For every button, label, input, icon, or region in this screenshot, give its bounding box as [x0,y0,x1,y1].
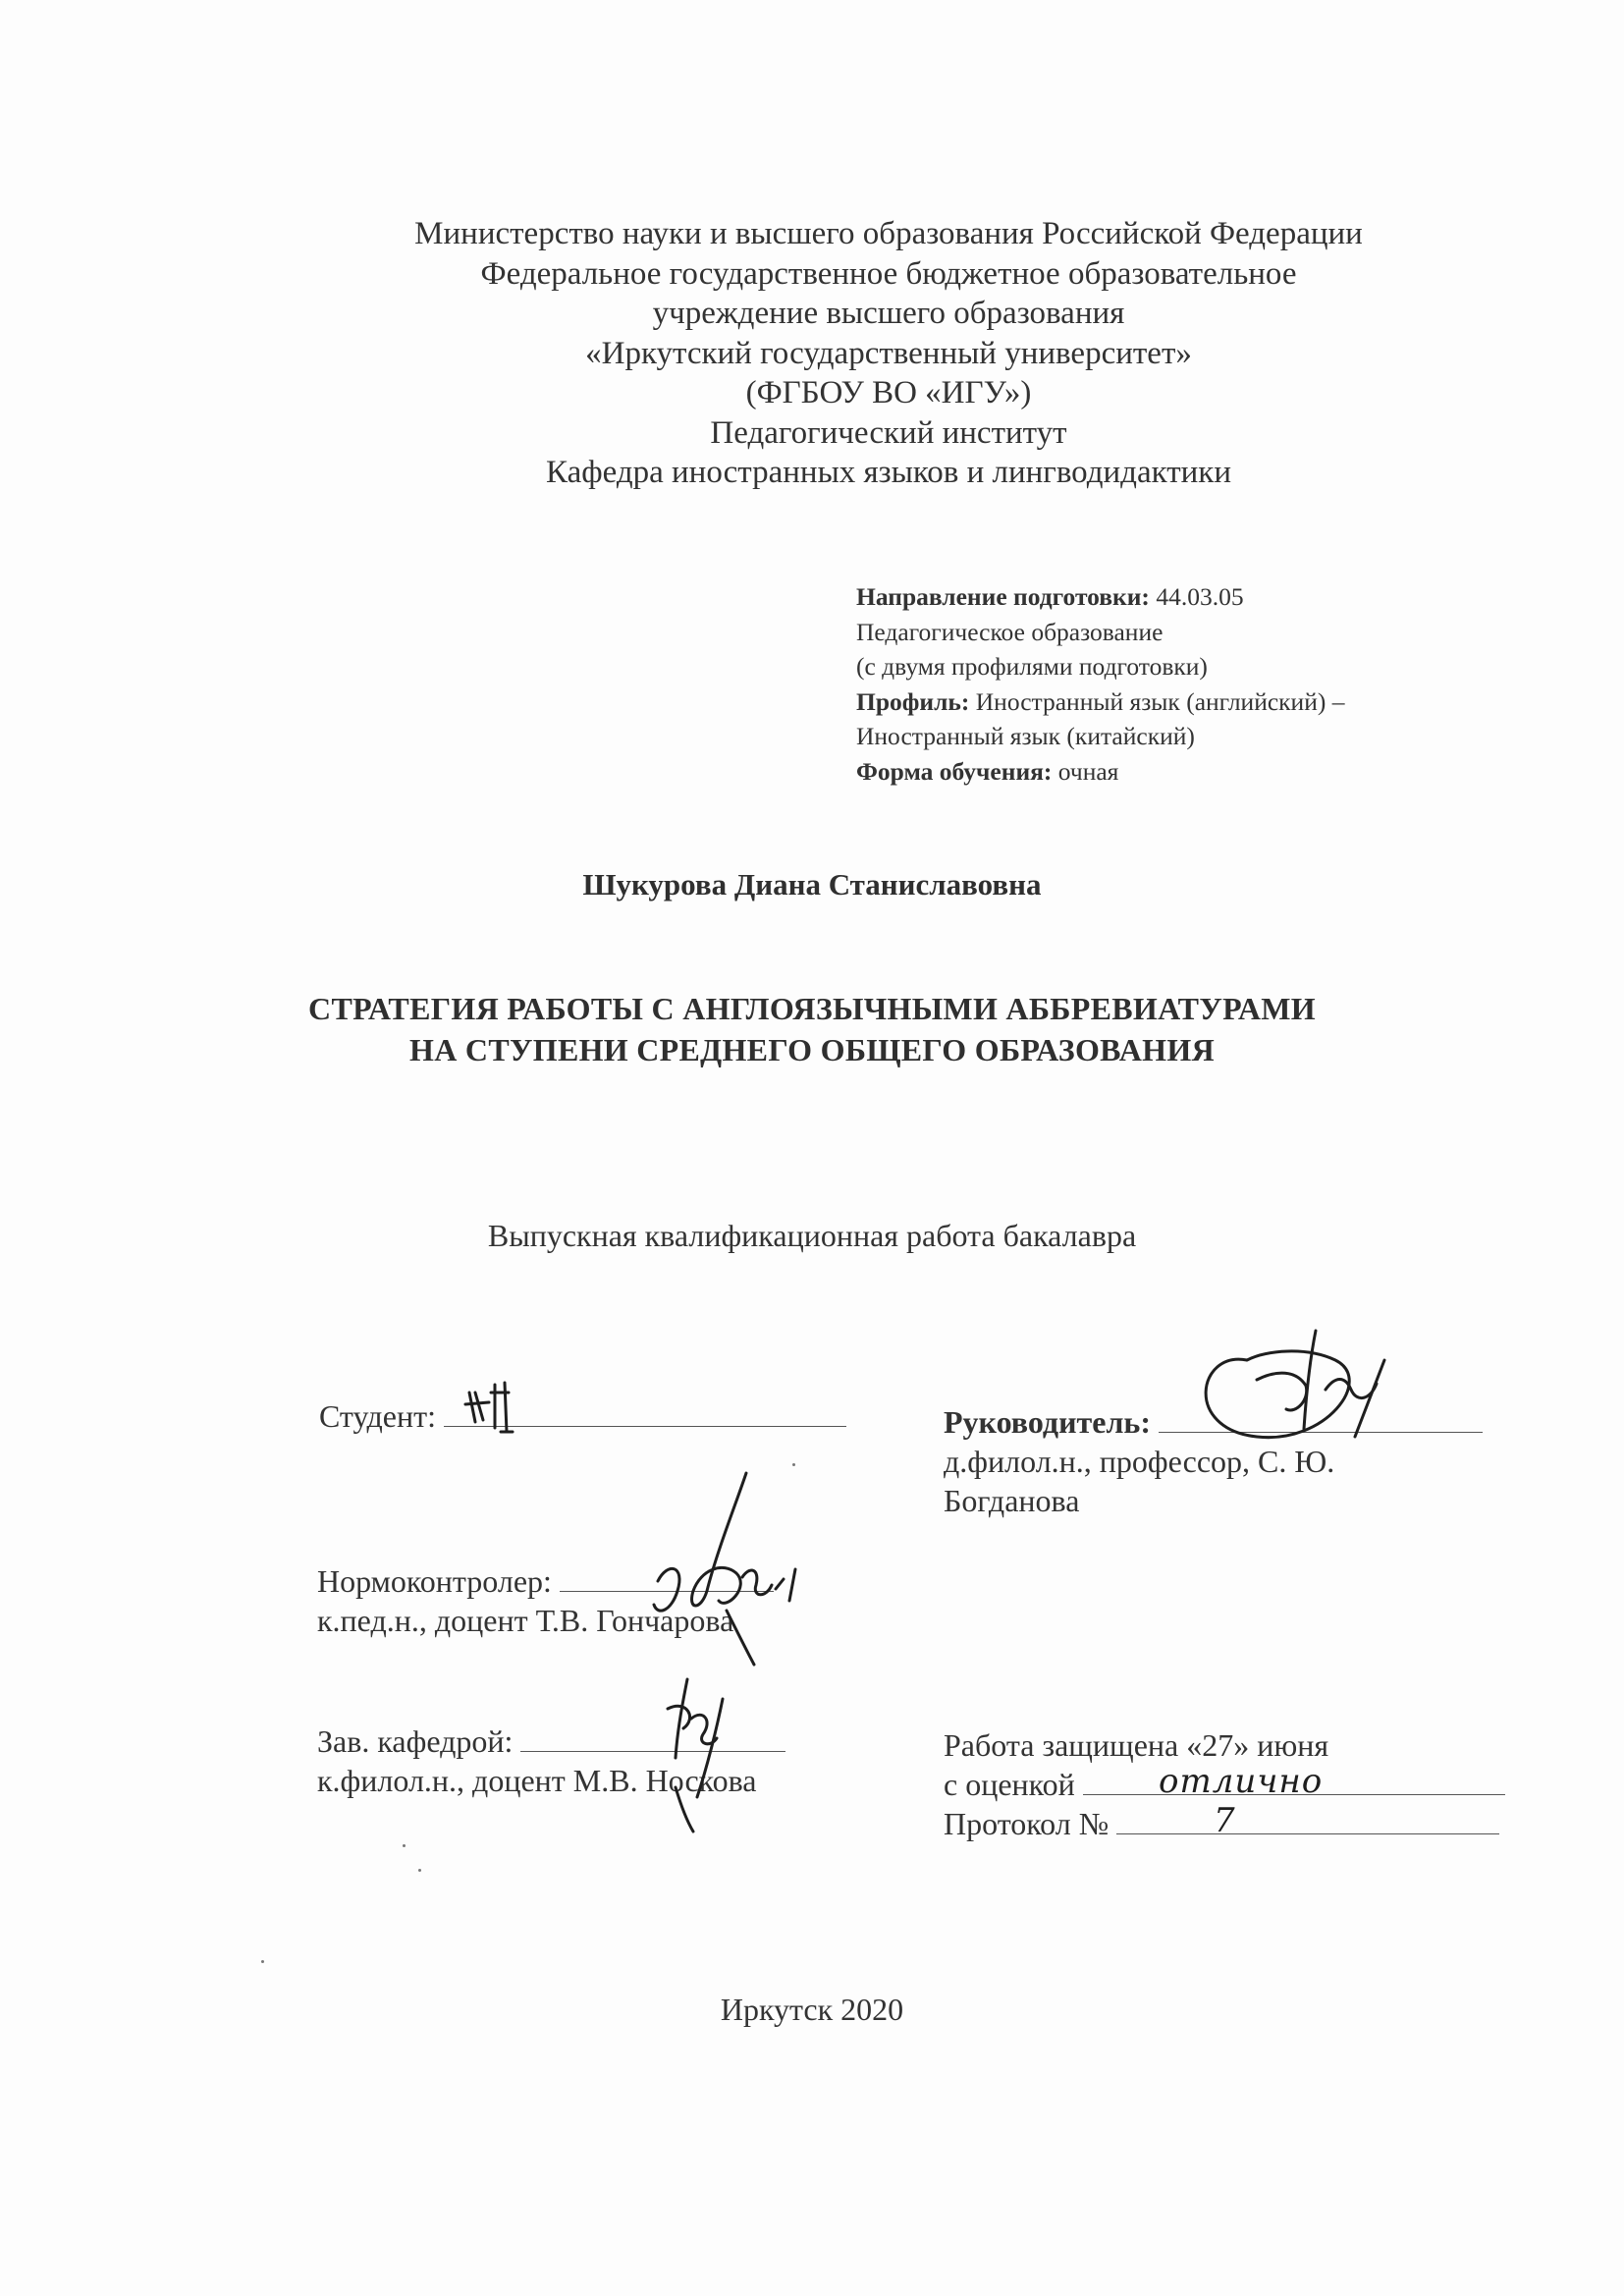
header-line-institution: учреждение высшего образования [652,296,1125,331]
profile-label: Профиль: [856,686,970,716]
direction-label: Направление подготовки: [856,582,1150,611]
protocol-line [1116,1804,1499,1834]
normcontrol-person: к.пед.н., доцент Т.В. Гончарова [317,1603,734,1638]
scan-speck [403,1844,406,1847]
header-line-ministry: Министерство науки и высшего образования Российской Федерации [414,216,1363,251]
thesis-title-line-2: НА СТУПЕНИ СРЕДНЕГО ОБЩЕГО ОБРАЗОВАНИЯ [409,1032,1215,1067]
head-signature-icon [628,1669,746,1836]
direction-value: 44.03.05 [1156,582,1244,611]
direction-line-3: (с двумя профилями подготовки) [856,652,1208,681]
form-line [856,754,1485,790]
header-line-federal: Федеральное государственное бюджетное образовательное [480,255,1297,292]
supervisor-signature-icon [1188,1321,1414,1449]
author-name: Шукурова Диана Станиславовна [582,867,1042,902]
city-year: Иркутск 2020 [720,1992,904,2027]
header-line-abbreviation: (ФГБОУ ВО «ИГУ») [745,375,1032,410]
thesis-title [0,988,1624,1070]
protocol-label: Протокол № [944,1806,1110,1841]
header-line-department: Кафедра иностранных языков и лингводидактики [546,455,1231,490]
student-label: Студент: [319,1398,436,1434]
grade-handwritten: отлично [1159,1762,1324,1801]
program-info [856,579,1485,789]
profile-line [856,684,1485,720]
head-person: к.филол.н., доцент М.В. Носкова [317,1763,757,1798]
form-label: Форма обучения: [856,756,1053,786]
defense-date: Работа защищена «27» июня [944,1727,1329,1763]
normcontrol-label: Нормоконтролер: [317,1563,552,1599]
thesis-title-line-1: СТРАТЕГИЯ РАБОТЫ С АНГЛОЯЗЫЧНЫМИ АББРЕВИАТУРАМИ [308,991,1316,1026]
supervisor-name: Богданова [944,1483,1080,1518]
direction-line [856,579,1485,615]
head-label: Зав. кафедрой: [317,1723,514,1759]
student-signature-block [319,1396,846,1436]
work-type: Выпускная квалификационная работа бакалавра [487,1218,1137,1253]
protocol-number-handwritten: 7 [1214,1801,1236,1840]
header-line-university: «Иркутский государственный университет» [585,335,1192,371]
form-value: очная [1057,756,1119,786]
supervisor-title: д.филол.н., профессор, С. Ю. [944,1444,1335,1479]
profile-value: Иностранный язык (английский) – [975,686,1345,716]
scan-speck [418,1869,421,1872]
institution-header [324,214,1453,493]
header-line-institute: Педагогический институт [710,414,1067,451]
profile-line-2: Иностранный язык (китайский) [856,722,1195,750]
scan-speck [792,1463,795,1466]
student-signature-icon [461,1363,560,1442]
grade-label: с оценкой [944,1767,1075,1802]
direction-line-2: Педагогическое образование [856,617,1164,646]
normcontrol-signature-icon [628,1463,815,1669]
supervisor-label: Руководитель: [944,1404,1151,1440]
scan-speck [261,1960,264,1963]
